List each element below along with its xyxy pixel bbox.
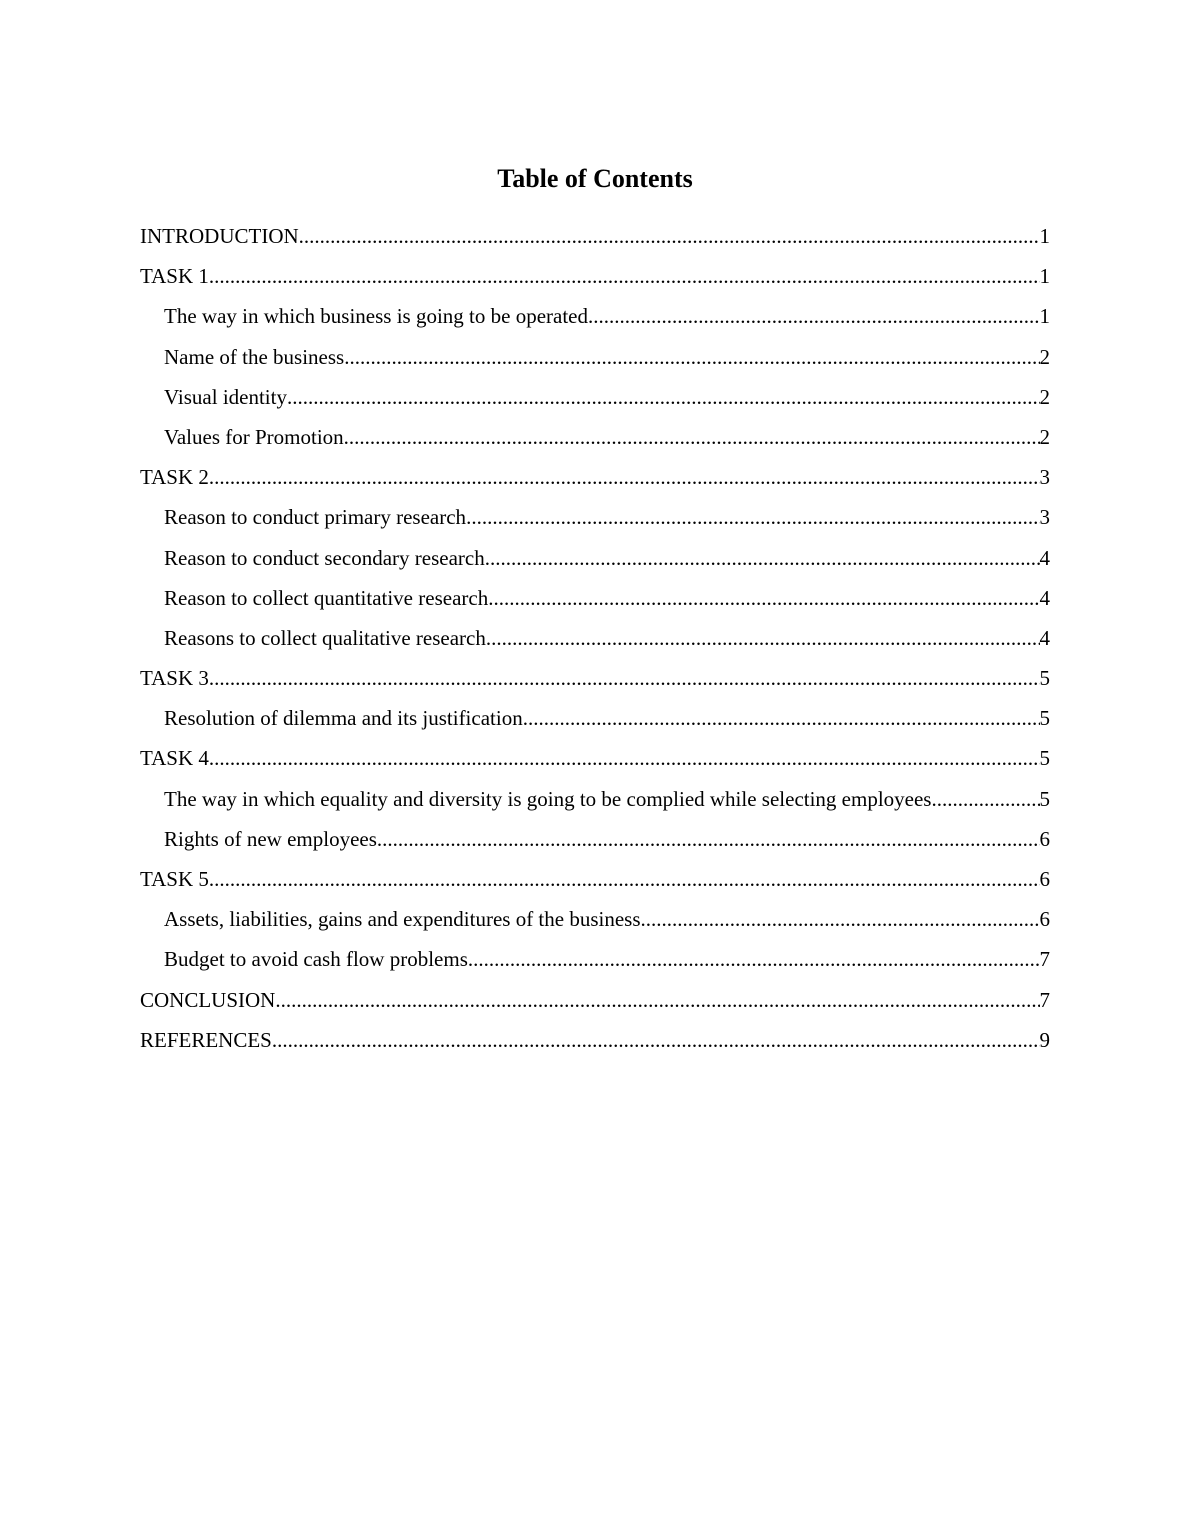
toc-leader-dots bbox=[488, 582, 1039, 614]
toc-page-number: 5 bbox=[1039, 786, 1050, 811]
toc-leader-dots bbox=[299, 220, 1040, 252]
toc-entry-label: Reason to collect quantitative research bbox=[164, 585, 489, 610]
toc-entry-label: TASK 2 bbox=[140, 465, 209, 490]
toc-entry[interactable] bbox=[140, 742, 1050, 782]
toc-entry[interactable] bbox=[140, 341, 1050, 381]
toc-page-number: 3 bbox=[1039, 465, 1050, 490]
toc-page-number: 4 bbox=[1039, 585, 1050, 610]
toc-page-number: 4 bbox=[1039, 625, 1050, 650]
toc-entry-label: Name of the business bbox=[164, 344, 345, 369]
toc-entry-label: Visual identity bbox=[164, 384, 287, 409]
toc-entry[interactable] bbox=[140, 662, 1050, 702]
toc-page-number: 1 bbox=[1039, 304, 1050, 329]
toc-page-number: 7 bbox=[1039, 947, 1050, 972]
toc-entry-label: The way in which business is going to be operated bbox=[164, 304, 588, 329]
toc-page-number: 5 bbox=[1039, 706, 1050, 731]
toc-page-number: 5 bbox=[1039, 746, 1050, 771]
toc-leader-dots bbox=[275, 984, 1039, 1016]
toc-page-number: 6 bbox=[1039, 907, 1050, 932]
toc-page-number: 5 bbox=[1039, 666, 1050, 691]
toc-entry[interactable] bbox=[140, 300, 1050, 340]
toc-page-number: 2 bbox=[1039, 424, 1050, 449]
toc-leader-dots bbox=[466, 501, 1039, 533]
toc-leader-dots bbox=[486, 622, 1040, 654]
toc-entry[interactable] bbox=[140, 501, 1050, 541]
toc-page-number: 6 bbox=[1039, 867, 1050, 891]
toc-entry[interactable] bbox=[140, 903, 1050, 943]
toc-page-number: 2 bbox=[1039, 344, 1050, 369]
toc-entry[interactable] bbox=[140, 220, 1050, 260]
toc-entry[interactable] bbox=[140, 1024, 1050, 1064]
toc-entry[interactable] bbox=[140, 863, 1050, 903]
toc-leader-dots bbox=[377, 823, 1040, 855]
toc-entry[interactable] bbox=[140, 702, 1050, 742]
toc-entry[interactable] bbox=[140, 984, 1050, 1024]
toc-entry-label: TASK 1 bbox=[140, 264, 209, 289]
toc-entry-label: Reason to conduct secondary research bbox=[164, 545, 485, 570]
toc-leader-dots bbox=[209, 461, 1040, 493]
toc-entry-label: Values for Promotion bbox=[164, 424, 344, 449]
toc-entry-label: Reasons to collect qualitative research bbox=[164, 625, 486, 650]
toc-entry[interactable] bbox=[140, 622, 1050, 662]
toc-leader-dots bbox=[209, 863, 1040, 895]
toc-entry[interactable] bbox=[140, 381, 1050, 421]
toc-leader-dots bbox=[523, 702, 1040, 734]
toc-entry-label: The way in which equality and diversity is going to be complied while selecting employees bbox=[164, 786, 932, 811]
toc-leader-dots bbox=[931, 783, 1039, 815]
toc-leader-dots bbox=[272, 1024, 1040, 1056]
toc-entry[interactable] bbox=[140, 823, 1050, 863]
toc-page-number: 3 bbox=[1039, 505, 1050, 530]
toc-entry[interactable] bbox=[140, 260, 1050, 300]
toc-entry[interactable] bbox=[140, 542, 1050, 582]
toc-page-number: 6 bbox=[1039, 826, 1050, 851]
toc-leader-dots bbox=[209, 662, 1040, 694]
toc-entry-label: CONCLUSION bbox=[140, 987, 276, 1012]
toc-entry-label: Rights of new employees bbox=[164, 826, 377, 851]
toc-entry-label: TASK 3 bbox=[140, 666, 209, 691]
toc-entry[interactable] bbox=[140, 582, 1050, 622]
toc-leader-dots bbox=[485, 542, 1040, 574]
toc-entry-label: TASK 5 bbox=[140, 867, 209, 891]
toc-page-number: 4 bbox=[1039, 545, 1050, 570]
toc-entry-label: Budget to avoid cash flow problems bbox=[164, 947, 468, 972]
toc-page-number: 2 bbox=[1039, 384, 1050, 409]
toc-entry-label: TASK 4 bbox=[140, 746, 209, 771]
toc-leader-dots bbox=[209, 260, 1040, 292]
toc-entry-label: Assets, liabilities, gains and expenditures of the business bbox=[164, 907, 641, 932]
toc-title: Table of Contents bbox=[497, 164, 693, 193]
toc-leader-dots bbox=[287, 381, 1040, 413]
toc-leader-dots bbox=[588, 300, 1040, 332]
toc-entry[interactable] bbox=[140, 783, 1050, 823]
toc-page-number: 9 bbox=[1039, 1027, 1050, 1052]
toc-entry-label: Resolution of dilemma and its justification bbox=[164, 706, 523, 731]
toc-entry[interactable] bbox=[140, 421, 1050, 461]
toc-leader-dots bbox=[641, 903, 1040, 935]
toc-page-number: 7 bbox=[1039, 987, 1050, 1012]
toc-leader-dots bbox=[468, 943, 1040, 975]
toc-leader-dots bbox=[344, 341, 1039, 373]
toc-entry[interactable] bbox=[140, 461, 1050, 501]
toc-entry[interactable] bbox=[140, 943, 1050, 983]
toc-leader-dots bbox=[209, 742, 1040, 774]
toc-entry-label: REFERENCES bbox=[140, 1027, 272, 1052]
toc-entry-label: Reason to conduct primary research bbox=[164, 505, 467, 530]
toc-page-number: 1 bbox=[1039, 224, 1050, 248]
toc-leader-dots bbox=[344, 421, 1040, 453]
toc-page-number: 1 bbox=[1039, 264, 1050, 289]
toc-entry-label: INTRODUCTION bbox=[140, 224, 299, 248]
toc-list bbox=[140, 220, 1050, 1064]
